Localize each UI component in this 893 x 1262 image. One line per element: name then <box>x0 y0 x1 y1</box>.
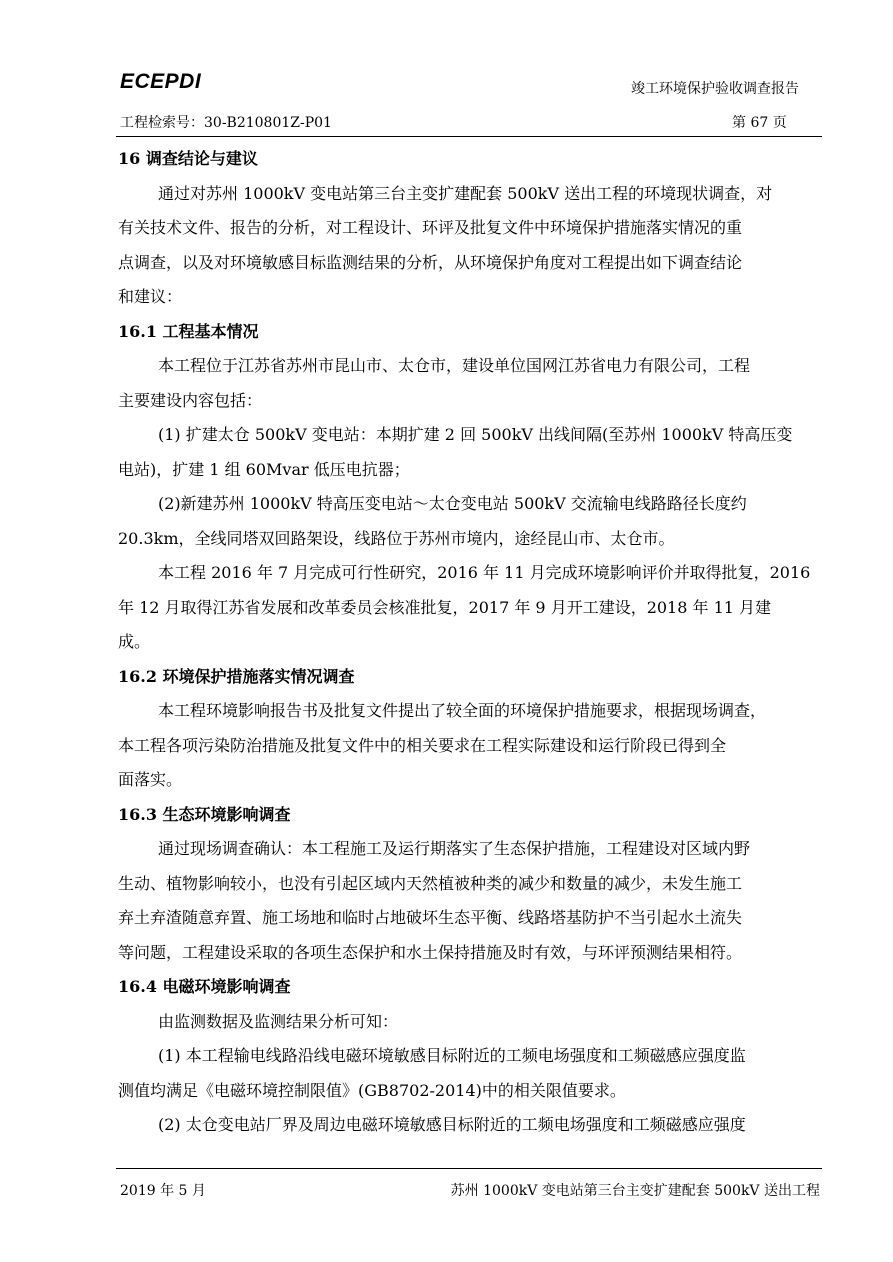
footer-date: 2019 年 5 月 <box>120 1183 206 1199</box>
section-heading: 16.2 环境保护措施落实情况调查 <box>118 666 355 686</box>
paragraph-line: (2) 太仓变电站厂界及周边电磁环境敏感目标附近的工频电场强度和工频磁感应强度 <box>158 1115 746 1134</box>
paragraph-line: 年 12 月取得江苏省发展和改革委员会核准批复，2017 年 9 月开工建设，2018 年 11 月建 <box>118 597 772 617</box>
company-logo: ECEPDI <box>120 70 202 93</box>
paragraph-line: 面落实。 <box>118 770 183 789</box>
report-title: 竣工环境保护验收调查报告 <box>631 81 799 97</box>
paragraph-line: 点调查，以及对环境敏感目标监测结果的分析，从环境保护角度对工程提出如下调查结论 <box>118 252 743 272</box>
paragraph-line: 通过现场调查确认：本工程施工及运行期落实了生态保护措施，工程建设对区域内野 <box>158 839 751 858</box>
paragraph-line: 由监测数据及监测结果分析可知： <box>158 1011 399 1031</box>
paragraph-line: 测值均满足《电磁环境控制限值》(GB8702-2014)中的相关限值要求。 <box>118 1080 626 1100</box>
section-heading: 16.3 生态环境影响调查 <box>118 804 291 824</box>
paragraph-line: 20.3km，全线同塔双回路架设，线路位于苏州市境内，途经昆山市、太仓市。 <box>118 528 675 548</box>
paragraph-line: 等问题，工程建设采取的各项生态保护和水土保持措施及时有效，与环评预测结果相符。 <box>118 942 743 962</box>
section-heading: 16.4 电磁环境影响调查 <box>118 977 291 996</box>
project-index-number: 工程检索号：30-B210801Z-P01 <box>120 115 332 131</box>
paragraph-line: 生动、植物影响较小，也没有引起区域内天然植被种类的减少和数量的减少，未发生施工 <box>118 873 743 893</box>
page-number: 第 67 页 <box>732 115 787 131</box>
paragraph-line: 通过对苏州 1000kV 变电站第三台主变扩建配套 500kV 送出工程的环境现状调查，对 <box>158 183 773 203</box>
paragraph-line: 成。 <box>118 632 151 651</box>
paragraph-line: 有关技术文件、报告的分析，对工程设计、环评及批复文件中环境保护措施落实情况的重 <box>118 218 743 237</box>
paragraph-line: 和建议： <box>118 287 183 306</box>
footer-divider <box>116 1168 822 1169</box>
paragraph-line: (2)新建苏州 1000kV 特高压变电站～太仓变电站 500kV 交流输电线路路径长度约 <box>158 494 747 513</box>
paragraph-line: 主要建设内容包括： <box>118 390 263 410</box>
paragraph-line: (1) 扩建太仓 500kV 变电站：本期扩建 2 回 500kV 出线间隔(至苏州 1000kV 特高压变 <box>158 425 793 444</box>
footer-project-name: 苏州 1000kV 变电站第三台主变扩建配套 500kV 送出工程 <box>450 1183 820 1199</box>
paragraph-line: 本工程位于江苏省苏州市昆山市、太仓市，建设单位国网江苏省电力有限公司，工程 <box>158 356 751 375</box>
paragraph-line: (1) 本工程输电线路沿线电磁环境敏感目标附近的工频电场强度和工频磁感应强度监 <box>158 1046 746 1065</box>
paragraph-line: 本工程各项污染防治措施及批复文件中的相关要求在工程实际建设和运行阶段已得到全 <box>118 735 727 755</box>
header-divider <box>116 136 822 137</box>
paragraph-line: 本工程环境影响报告书及批复文件提出了较全面的环境保护措施要求，根据现场调查， <box>158 701 767 720</box>
paragraph-line: 电站)，扩建 1 组 60Mvar 低压电抗器； <box>118 459 410 479</box>
paragraph-line: 弃土弃渣随意弃置、施工场地和临时占地破坏生态平衡、线路塔基防护不当引起水土流失 <box>118 908 743 927</box>
section-heading: 16 调查结论与建议 <box>118 149 258 168</box>
document-body <box>118 142 830 1143</box>
section-heading: 16.1 工程基本情况 <box>118 321 259 341</box>
paragraph-line: 本工程 2016 年 7 月完成可行性研究，2016 年 11 月完成环境影响评价并取得批复，2016 <box>158 563 811 582</box>
